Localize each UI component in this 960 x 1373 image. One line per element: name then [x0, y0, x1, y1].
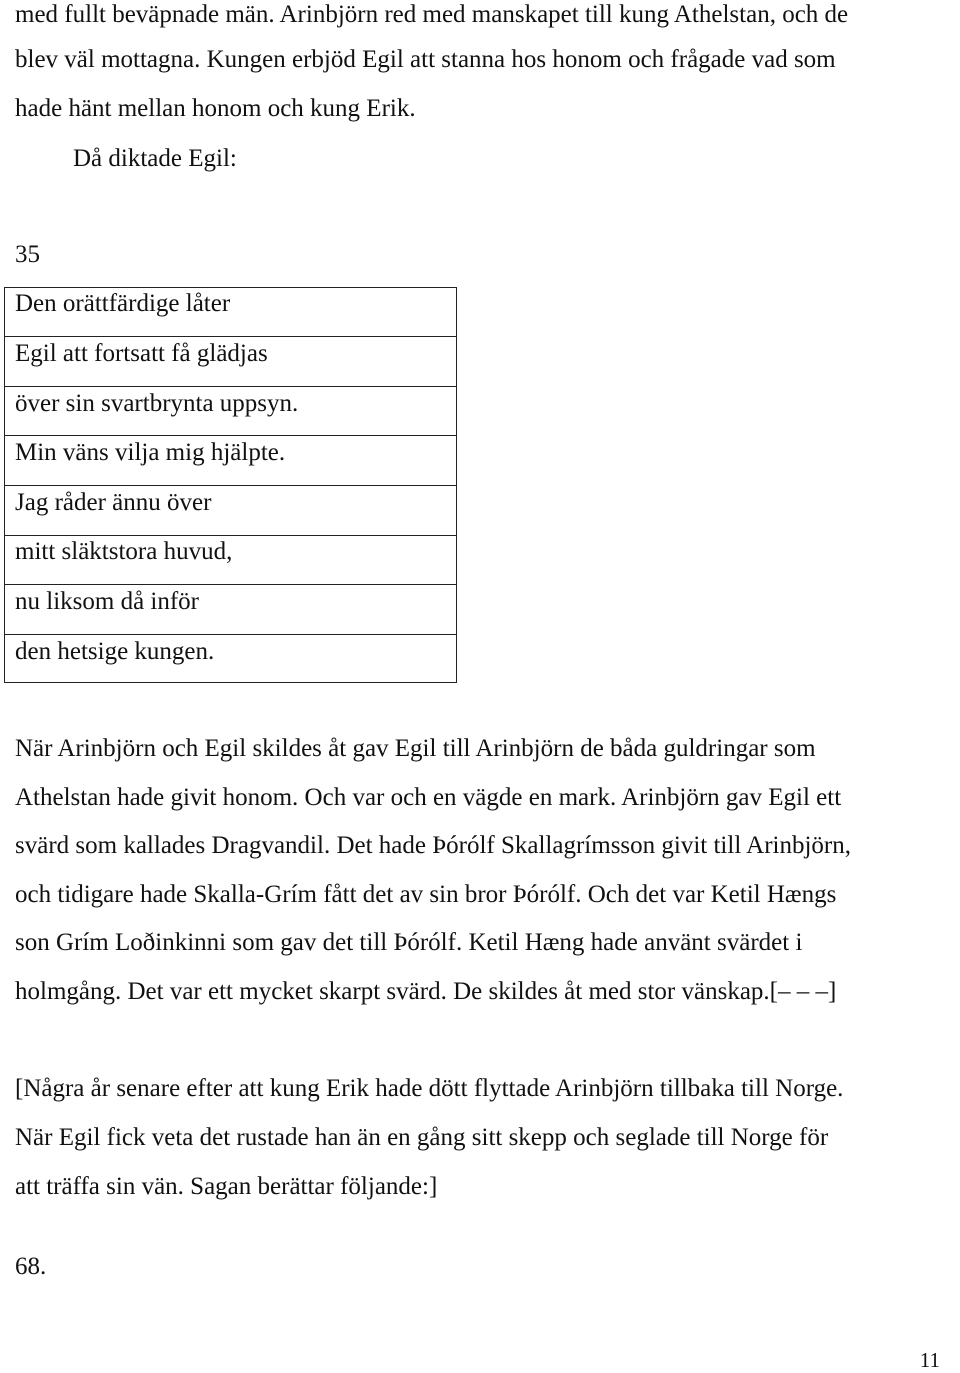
paragraph-line: Athelstan hade givit honom. Och var och en vägde en mark. Arinbjörn gav Egil ett [15, 784, 842, 811]
poem-divider [4, 634, 457, 635]
page-number: 11 [919, 1348, 940, 1372]
poem-line: Jag råder ännu över [15, 489, 212, 516]
poem-line: Min väns vilja mig hjälpte. [15, 439, 286, 466]
paragraph-line: svärd som kallades Dragvandil. Det hade Þórólf Skallagrímsson givit till Arinbjörn, [15, 832, 851, 859]
poem-divider [4, 386, 457, 387]
stanza-number: 35 [15, 241, 40, 268]
poem-line: Egil att fortsatt få glädjas [15, 340, 268, 367]
paragraph-line: När Arinbjörn och Egil skildes åt gav Egil till Arinbjörn de båda guldringar som [15, 735, 816, 762]
poem-line: Den orättfärdige låter [15, 290, 231, 317]
poem-line: över sin svartbrynta uppsyn. [15, 390, 299, 417]
poem-divider [4, 535, 457, 536]
paragraph-line: och tidigare hade Skalla-Grím fått det av sin bror Þórólf. Och det var Ketil Hængs [15, 881, 837, 908]
poem-line: mitt släktstora huvud, [15, 538, 233, 565]
paragraph-line: [Några år senare efter att kung Erik hade dött flyttade Arinbjörn tillbaka till Norge. [15, 1075, 844, 1102]
poem-divider [4, 485, 457, 486]
poem-divider [4, 584, 457, 585]
poem-divider [4, 336, 457, 337]
paragraph-line: son Grím Loðinkinni som gav det till Þórólf. Ketil Hæng hade använt svärdet i [15, 929, 803, 956]
poem-divider [4, 435, 457, 436]
paragraph-line: holmgång. Det var ett mycket skarpt svärd. De skildes åt med stor vänskap.[– – –] [15, 978, 837, 1005]
section-number: 68. [15, 1253, 47, 1280]
poem-intro: Då diktade Egil: [73, 145, 237, 172]
poem-line: den hetsige kungen. [15, 638, 215, 665]
intro-line: med fullt beväpnade män. Arinbjörn red med manskapet till kung Athelstan, och de [15, 1, 849, 28]
poem-line: nu liksom då inför [15, 588, 200, 615]
paragraph-line: att träffa sin vän. Sagan berättar följande:] [15, 1173, 438, 1200]
intro-line: blev väl mottagna. Kungen erbjöd Egil att stanna hos honom och frågade vad som [15, 46, 836, 73]
paragraph-line: När Egil fick veta det rustade han än en gång sitt skepp och seglade till Norge för [15, 1124, 829, 1151]
intro-line: hade hänt mellan honom och kung Erik. [15, 95, 416, 122]
